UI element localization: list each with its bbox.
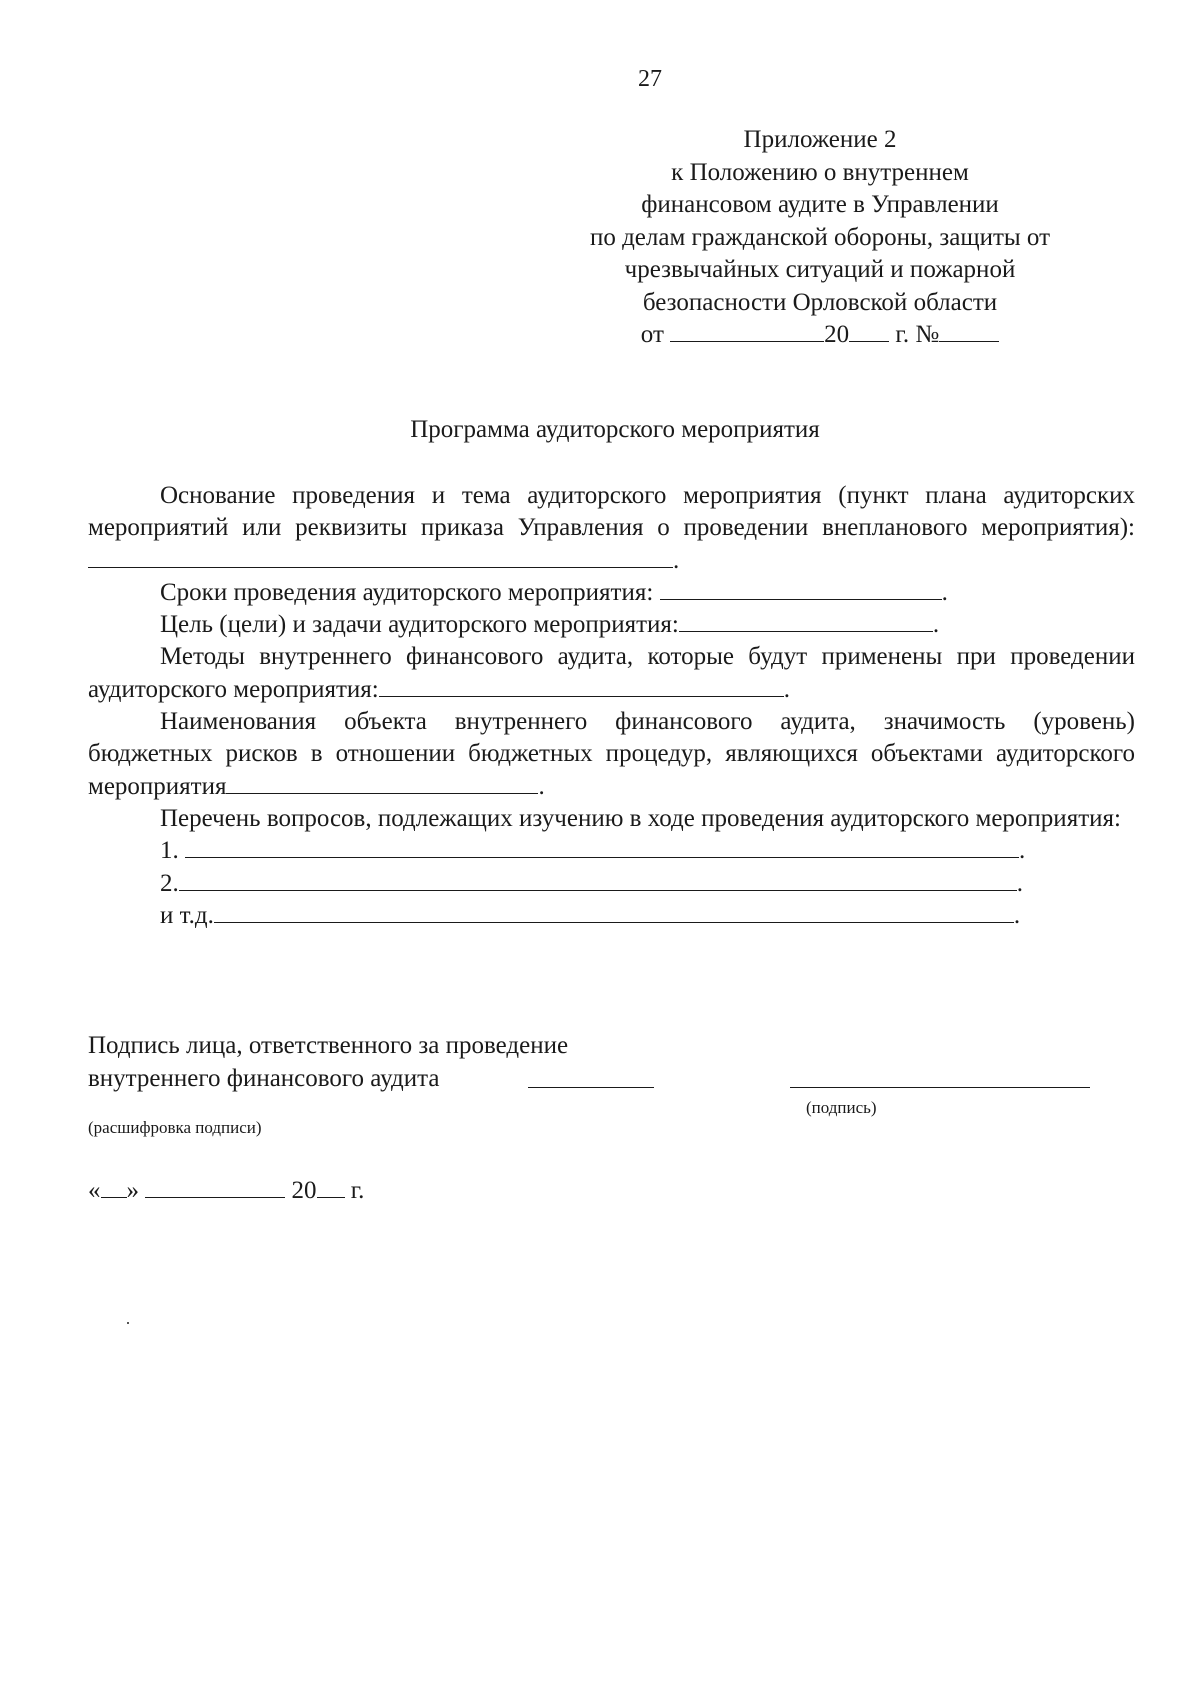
paragraph-text: Наименования объекта внутреннего финансового аудита, значимость (уровень) бюджетных рисков в отношении бюджетных процедур, являющихся объектами аудиторского мероприятия (88, 708, 1135, 800)
period: . (673, 546, 680, 574)
scan-speck (127, 1322, 129, 1324)
open-quote: « (88, 1177, 101, 1204)
methods-blank-field[interactable] (379, 674, 784, 697)
period: . (1013, 901, 1021, 929)
objects-blank-field[interactable] (226, 771, 538, 794)
signing-date (88, 1175, 364, 1205)
date-prefix: от (640, 321, 664, 348)
paragraph-objects (88, 706, 1135, 803)
period: . (941, 578, 948, 606)
paragraph-text: Сроки проведения аудиторского мероприятия: (160, 578, 654, 606)
appendix-header (540, 124, 1100, 352)
period: . (783, 675, 790, 703)
period: . (932, 611, 940, 639)
paragraph-goals (88, 609, 1135, 641)
signature-label: внутреннего финансового аудита (88, 1064, 440, 1092)
number-blank-field[interactable] (939, 319, 999, 342)
close-quote: » (126, 1177, 139, 1204)
appendix-line: чрезвычайных ситуаций и пожарной (624, 256, 1016, 283)
appendix-line: финансовом аудите в Управлении (641, 191, 999, 218)
year-blank-field[interactable] (849, 319, 889, 342)
paragraph-methods (88, 641, 1135, 706)
signature-caption: (подпись) (806, 1098, 877, 1117)
appendix-line: по делам гражданской обороны, защиты от (589, 223, 1051, 251)
basis-blank-field[interactable] (88, 545, 673, 568)
terms-blank-field[interactable] (660, 577, 942, 600)
paragraph-text: Цель (цели) и задачи аудиторского мероприятия: (160, 611, 679, 639)
appendix-line: Приложение 2 (743, 126, 897, 153)
month-blank-field[interactable] (145, 1175, 285, 1198)
day-blank-field[interactable] (101, 1175, 127, 1198)
date-blank-field[interactable] (670, 319, 824, 342)
paragraph-questions (88, 803, 1135, 835)
list-number: 2. (160, 869, 179, 897)
page-number: 27 (638, 66, 662, 92)
list-item (88, 900, 1135, 932)
date-year: 20 (824, 321, 850, 348)
paragraph-terms (88, 577, 1135, 609)
question-blank-field[interactable] (185, 835, 1019, 858)
list-number: и т.д. (160, 901, 214, 929)
date-year: 20 (291, 1177, 317, 1204)
year-suffix: г. (350, 1177, 365, 1204)
document-title: Программа аудиторского мероприятия (410, 416, 820, 443)
signature-decode-caption: (расшифровка подписи) (88, 1118, 262, 1137)
paragraph-text: Основание проведения и тема аудиторского мероприятия (пункт плана аудиторских мероприятий или реквизиты приказа Управления о проведении внепланового мероприятия): (88, 482, 1135, 542)
period: . (1016, 869, 1023, 897)
year-blank-field[interactable] (317, 1175, 345, 1198)
list-item (88, 835, 1135, 867)
goals-blank-field[interactable] (679, 609, 933, 632)
paragraph-basis (88, 480, 1135, 577)
question-blank-field[interactable] (179, 868, 1017, 891)
signature-block (88, 1030, 568, 1095)
period: . (1019, 837, 1026, 865)
list-number: 1. (160, 837, 179, 865)
list-item (88, 868, 1135, 900)
period: . (538, 772, 545, 800)
appendix-date-line (540, 319, 1100, 352)
appendix-line: к Положению о внутреннем (671, 158, 969, 186)
number-label: г. № (895, 321, 940, 348)
paragraph-text: Методы внутреннего финансового аудита, которые будут применены при проведении аудиторского мероприятия: (88, 643, 1135, 703)
signature-label: Подпись лица, ответственного за проведение (88, 1032, 569, 1059)
signature-field[interactable] (790, 1087, 1090, 1088)
signature-decode-field[interactable] (528, 1087, 654, 1088)
document-body (88, 480, 1135, 932)
paragraph-text: Перечень вопросов, подлежащих изучению в ходе проведения аудиторского мероприятия: (160, 804, 1121, 832)
question-blank-field[interactable] (214, 900, 1014, 923)
appendix-line: безопасности Орловской области (642, 288, 998, 316)
